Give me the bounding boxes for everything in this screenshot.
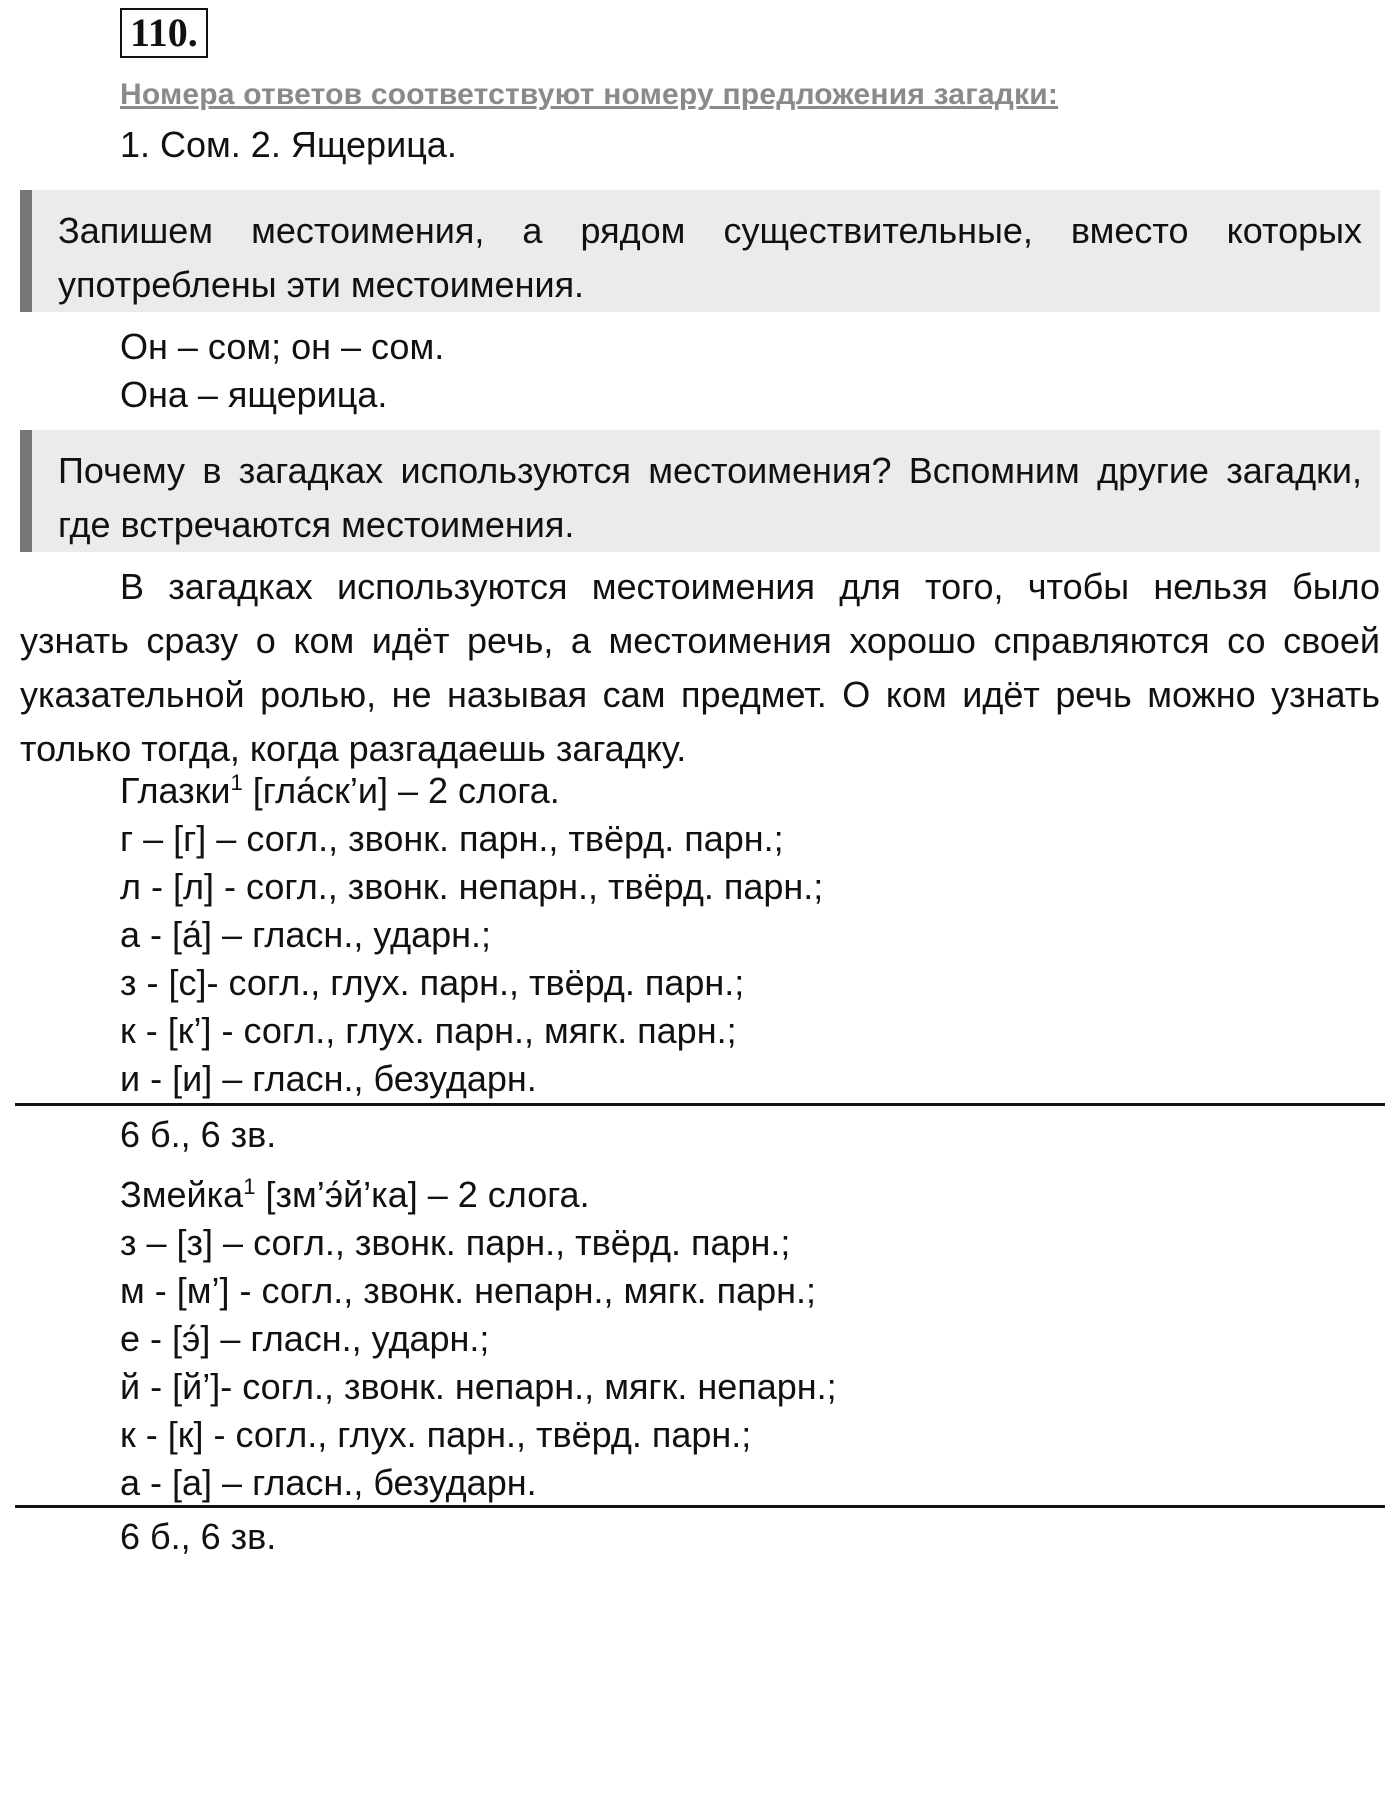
word2-transcription: [зм’э́й’ка] – 2 слога. [255,1174,590,1215]
word1-sound-2: л - [л] - согл., звонк. непарн., твёрд. парн.; [120,866,824,907]
word2-footnote-mark: 1 [243,1174,256,1199]
word1-sound-4: з - [с]- согл., глух. парн., твёрд. парн.; [120,962,745,1003]
pronoun-line-2: Она – ящерица. [120,374,388,415]
pronoun-line-1: Он – сом; он – сом. [120,326,445,367]
answers-line: 1. Сом. 2. Ящерица. [120,124,457,165]
word1-sound-5: к - [к’] - согл., глух. парн., мягк. парн.; [120,1010,737,1051]
word2-sound-2: м - [м’] - согл., звонк. непарн., мягк. парн.; [120,1270,817,1311]
word2-total-rule [15,1505,1385,1508]
word1-sound-6: и - [и] – гласн., безударн. [120,1058,537,1099]
word2-sound-5: к - [к] - согл., глух. парн., твёрд. парн.; [120,1414,752,1455]
word1-word: Глазки [120,770,231,811]
answer-hint: Номера ответов соответствуют номеру предложения загадки: [120,78,1059,111]
word2-sound-6: а - [а] – гласн., безударн. [120,1462,537,1503]
word2-word: Змейка [120,1174,244,1215]
explanation-paragraph: В загадках используются местоимения для того, чтобы нельзя было узнать сразу о ком идёт речь, а местоимения хорошо справляются со своей указательной ролью, не называя сам предмет. О ком идёт речь можно узнать только тогда, когда разгадаешь загадку. [20,566,1380,769]
word1-sound-3: а - [а́] – гласн., ударн.; [120,914,492,955]
word1-footnote-mark: 1 [230,770,243,795]
word2-sound-4: й - [й’]- согл., звонк. непарн., мягк. непарн.; [120,1366,837,1407]
word2-heading [120,1168,590,1222]
exercise-number: 110. [120,8,208,58]
question-box-1 [20,190,1380,312]
word1-heading [120,764,560,818]
word1-total-rule [15,1103,1385,1106]
question-box-2 [20,430,1380,552]
word1-sound-1: г – [г] – согл., звонк. парн., твёрд. парн.; [120,818,784,859]
word1-transcription: [гла́ск’и] – 2 слога. [242,770,560,811]
word2-sound-3: е - [э́] – гласн., ударн.; [120,1318,490,1359]
question-text-1: Запишем местоимения, а рядом существительные, вместо которых употреблены эти местоимения. [58,210,1362,305]
word1-total: 6 б., 6 зв. [120,1114,277,1155]
question-text-2: Почему в загадках используются местоимения? Вспомним другие загадки, где встречаются местоимения. [58,450,1362,545]
word2-total: 6 б., 6 зв. [120,1516,277,1557]
word2-sound-1: з – [з] – согл., звонк. парн., твёрд. парн.; [120,1222,791,1263]
